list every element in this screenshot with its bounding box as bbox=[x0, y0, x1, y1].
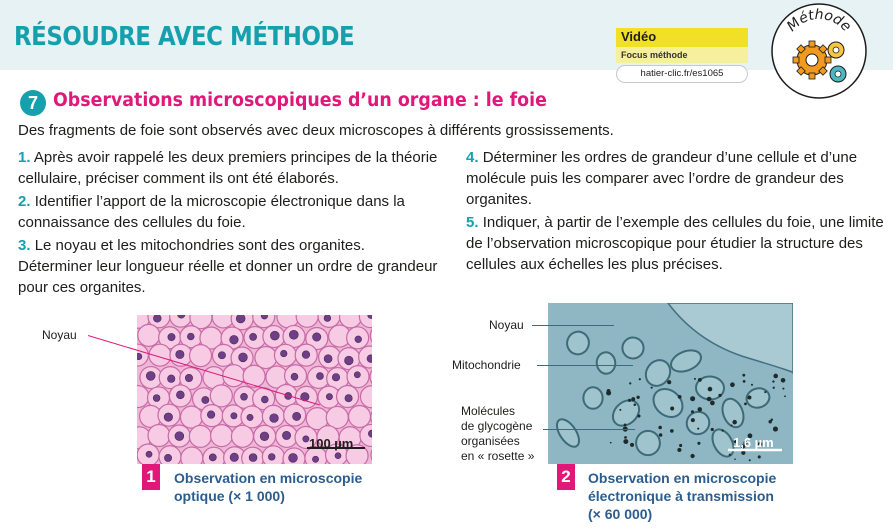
glycogen-granule bbox=[628, 399, 631, 402]
nucleus bbox=[355, 336, 362, 343]
label-noyau-2: Noyau bbox=[489, 318, 524, 332]
glycogen-granule bbox=[637, 414, 640, 417]
glycogen-granule bbox=[734, 458, 736, 460]
nucleus bbox=[176, 350, 184, 358]
nucleus bbox=[261, 315, 268, 319]
label-mitochondrie: Mitochondrie bbox=[452, 358, 521, 372]
glycogen-granule bbox=[690, 454, 694, 458]
glycogen-granule bbox=[744, 403, 747, 406]
nucleus bbox=[230, 453, 238, 461]
glycogen-granule bbox=[709, 398, 711, 400]
glycogen-granule bbox=[764, 391, 766, 393]
nucleus bbox=[167, 375, 175, 383]
mitochondrion bbox=[583, 387, 602, 409]
glycogen-granule bbox=[691, 418, 695, 422]
nucleus bbox=[345, 395, 352, 402]
glycogen-granule bbox=[698, 378, 702, 382]
hepatocyte bbox=[231, 425, 253, 447]
glycogen-granule bbox=[751, 384, 753, 386]
hepatocyte bbox=[181, 447, 203, 464]
nucleus bbox=[137, 353, 142, 359]
nucleus bbox=[289, 330, 298, 339]
glycogen-granule bbox=[631, 397, 635, 401]
nucleus bbox=[247, 414, 253, 420]
annotation-line-glycogene bbox=[543, 429, 635, 430]
nucleus bbox=[164, 454, 171, 461]
nucleus bbox=[261, 396, 268, 403]
figure-2-badge: 2 bbox=[557, 464, 575, 490]
hepatocyte bbox=[210, 385, 232, 407]
mitochondrion bbox=[622, 337, 645, 360]
mitochondrion bbox=[635, 430, 660, 455]
hepatocyte bbox=[255, 347, 277, 369]
nucleus bbox=[146, 371, 155, 380]
nucleus bbox=[326, 394, 332, 400]
glycogen-granule bbox=[710, 401, 715, 406]
exercise-number: 7 bbox=[20, 90, 46, 116]
video-subtitle: Focus méthode bbox=[616, 47, 748, 63]
nucleus bbox=[187, 333, 194, 340]
glycogen-granule bbox=[698, 407, 702, 411]
glycogen-granule bbox=[658, 426, 662, 430]
nucleus bbox=[332, 374, 339, 381]
questions-right-column bbox=[466, 147, 890, 277]
nucleus bbox=[324, 355, 332, 363]
glycogen-granule bbox=[773, 427, 778, 432]
glycogen-granule bbox=[624, 436, 627, 439]
glycogen-granule bbox=[784, 395, 786, 397]
glycogen-granule bbox=[691, 410, 694, 413]
glycogen-granule bbox=[678, 395, 682, 399]
glycogen-granule bbox=[782, 388, 784, 390]
label-glycogene: Molécules de glycogène organisées en « rosette » bbox=[461, 404, 535, 463]
glycogen-granule bbox=[679, 444, 682, 447]
glycogen-granule bbox=[730, 382, 735, 387]
figure-1-badge: 1 bbox=[142, 464, 160, 490]
glycogen-granule bbox=[634, 403, 637, 406]
nucleus bbox=[313, 333, 321, 341]
glycogen-granule bbox=[697, 428, 699, 430]
question-5: 5. Indiquer, à partir de l’exemple des cellules du foie, une limite de l’observation microscopique pour étudier la structure des cellules aux échelles les plus précises. bbox=[466, 214, 884, 273]
glycogen-granule bbox=[651, 387, 653, 389]
nucleus bbox=[250, 333, 257, 340]
nucleus bbox=[302, 351, 310, 359]
video-label: Vidéo bbox=[621, 29, 657, 44]
nucleus bbox=[316, 373, 323, 380]
glycogen-granule bbox=[636, 396, 639, 399]
glycogen-granule bbox=[670, 407, 674, 411]
glycogen-granule bbox=[711, 428, 714, 431]
nucleus bbox=[185, 374, 192, 381]
nucleus bbox=[176, 391, 184, 399]
video-header bbox=[616, 28, 748, 47]
mitochondrion bbox=[596, 352, 616, 375]
nucleus bbox=[153, 315, 161, 322]
glycogen-granule bbox=[624, 423, 627, 426]
glycogen-granule bbox=[749, 459, 751, 461]
nucleus bbox=[230, 335, 239, 344]
methode-badge bbox=[770, 2, 868, 100]
nucleus bbox=[270, 331, 279, 340]
nucleus bbox=[335, 453, 341, 459]
hepatocyte bbox=[349, 405, 371, 427]
question-1: 1. Après avoir rappelé les deux premiers principes de la théorie cellulaire, préciser comment ils ont été élaborés. bbox=[18, 149, 438, 187]
glycogen-granule bbox=[610, 442, 612, 444]
figure-1-caption: Observation en microscopie optique (× 1 000) bbox=[174, 470, 363, 504]
nucleus bbox=[239, 353, 248, 362]
annotation-line-noyau-2 bbox=[532, 325, 614, 326]
glycogen-granule bbox=[758, 455, 761, 458]
hepatocyte bbox=[189, 425, 211, 447]
glycogen-granule bbox=[630, 443, 634, 447]
glycogen-granule bbox=[732, 420, 737, 425]
hepatocyte bbox=[148, 424, 170, 446]
nucleus bbox=[218, 352, 225, 359]
nucleus bbox=[367, 355, 372, 363]
exercise-title: Observations microscopiques d’un organe : le foie bbox=[53, 90, 547, 111]
glycogen-granule bbox=[639, 378, 641, 380]
glycogen-granule bbox=[629, 382, 631, 384]
glycogen-granule bbox=[623, 439, 628, 444]
question-2: 2. Identifier l’apport de la microscopie électronique dans la connaissance des cellules du foie. bbox=[18, 193, 405, 231]
glycogen-granule bbox=[708, 387, 713, 392]
glycogen-granule bbox=[741, 451, 745, 455]
hepatocyte bbox=[138, 324, 160, 346]
question-3: 3. Le noyau et les mitochondries sont des organites. Déterminer leur longueur réelle et donner un ordre de grandeur pour ces organites. bbox=[18, 237, 438, 296]
nucleus bbox=[175, 432, 184, 441]
nucleus bbox=[345, 356, 354, 365]
page-title: RÉSOUDRE AVEC MÉTHODE bbox=[14, 22, 355, 52]
nucleus bbox=[146, 451, 152, 457]
glycogen-granule bbox=[722, 429, 724, 431]
exercise-intro: Des fragments de foie sont observés avec deux microscopes à différents grossissements. bbox=[18, 122, 614, 139]
hepatocyte bbox=[180, 406, 202, 428]
question-4: 4. Déterminer les ordres de grandeur d’une cellule et d’une molécule puis les comparer avec l’ordre de grandeur des organites. bbox=[466, 149, 858, 208]
hepatocyte bbox=[190, 345, 212, 367]
glycogen-granule bbox=[718, 394, 721, 397]
nucleus bbox=[231, 413, 237, 419]
nucleus bbox=[236, 315, 245, 323]
scale-bar-2: 1,6 µm bbox=[733, 435, 774, 450]
glycogen-granule bbox=[667, 380, 671, 384]
nucleus bbox=[289, 453, 298, 462]
nucleus bbox=[209, 454, 216, 461]
nucleus bbox=[241, 393, 248, 400]
hepatocyte bbox=[211, 425, 233, 447]
label-noyau-1: Noyau bbox=[42, 328, 77, 342]
nucleus bbox=[312, 456, 318, 462]
badge-text: Méthode bbox=[784, 6, 855, 35]
glycogen-granule bbox=[768, 420, 771, 423]
hepatocyte bbox=[326, 406, 348, 428]
glycogen-granule bbox=[729, 454, 731, 456]
nucleus bbox=[202, 396, 209, 403]
nucleus bbox=[168, 333, 175, 340]
glycogen-granule bbox=[659, 433, 663, 437]
nucleus bbox=[270, 414, 279, 423]
glycogen-granule bbox=[697, 442, 700, 445]
glycogen-granule bbox=[742, 374, 745, 377]
nucleus bbox=[291, 373, 298, 380]
questions-left-column bbox=[18, 147, 438, 300]
annotation-line-mitochondrie bbox=[537, 365, 633, 366]
nucleus bbox=[354, 372, 360, 378]
glycogen-granule bbox=[743, 380, 746, 383]
nucleus bbox=[249, 454, 257, 462]
glycogen-granule bbox=[773, 374, 778, 379]
nucleus bbox=[282, 431, 290, 439]
nucleus bbox=[164, 413, 172, 421]
figure-2-caption: Observation en microscopie électronique à transmission (× 60 000) bbox=[588, 470, 777, 522]
glycogen-granule bbox=[773, 387, 775, 389]
glycogen-granule bbox=[619, 409, 621, 411]
glycogen-granule bbox=[781, 378, 786, 383]
nucleus bbox=[207, 411, 215, 419]
glycogen-granule bbox=[606, 391, 611, 396]
nucleus bbox=[280, 350, 287, 357]
scale-bar-1: 100 µm bbox=[309, 436, 354, 451]
video-box[interactable] bbox=[616, 28, 748, 82]
glycogen-granule bbox=[690, 396, 695, 401]
nucleus bbox=[153, 395, 160, 402]
glycogen-granule bbox=[731, 424, 733, 426]
glycogen-granule bbox=[747, 396, 751, 400]
gear-icon bbox=[793, 41, 831, 79]
nucleus bbox=[260, 432, 269, 441]
glycogen-granule bbox=[677, 448, 681, 452]
video-link[interactable]: hatier-clic.fr/es1065 bbox=[616, 65, 748, 83]
glycogen-granule bbox=[694, 378, 696, 380]
nucleus bbox=[324, 315, 331, 321]
nucleus bbox=[268, 454, 275, 461]
nucleus bbox=[293, 412, 301, 420]
glycogen-granule bbox=[772, 380, 774, 382]
glycogen-granule bbox=[670, 429, 674, 433]
